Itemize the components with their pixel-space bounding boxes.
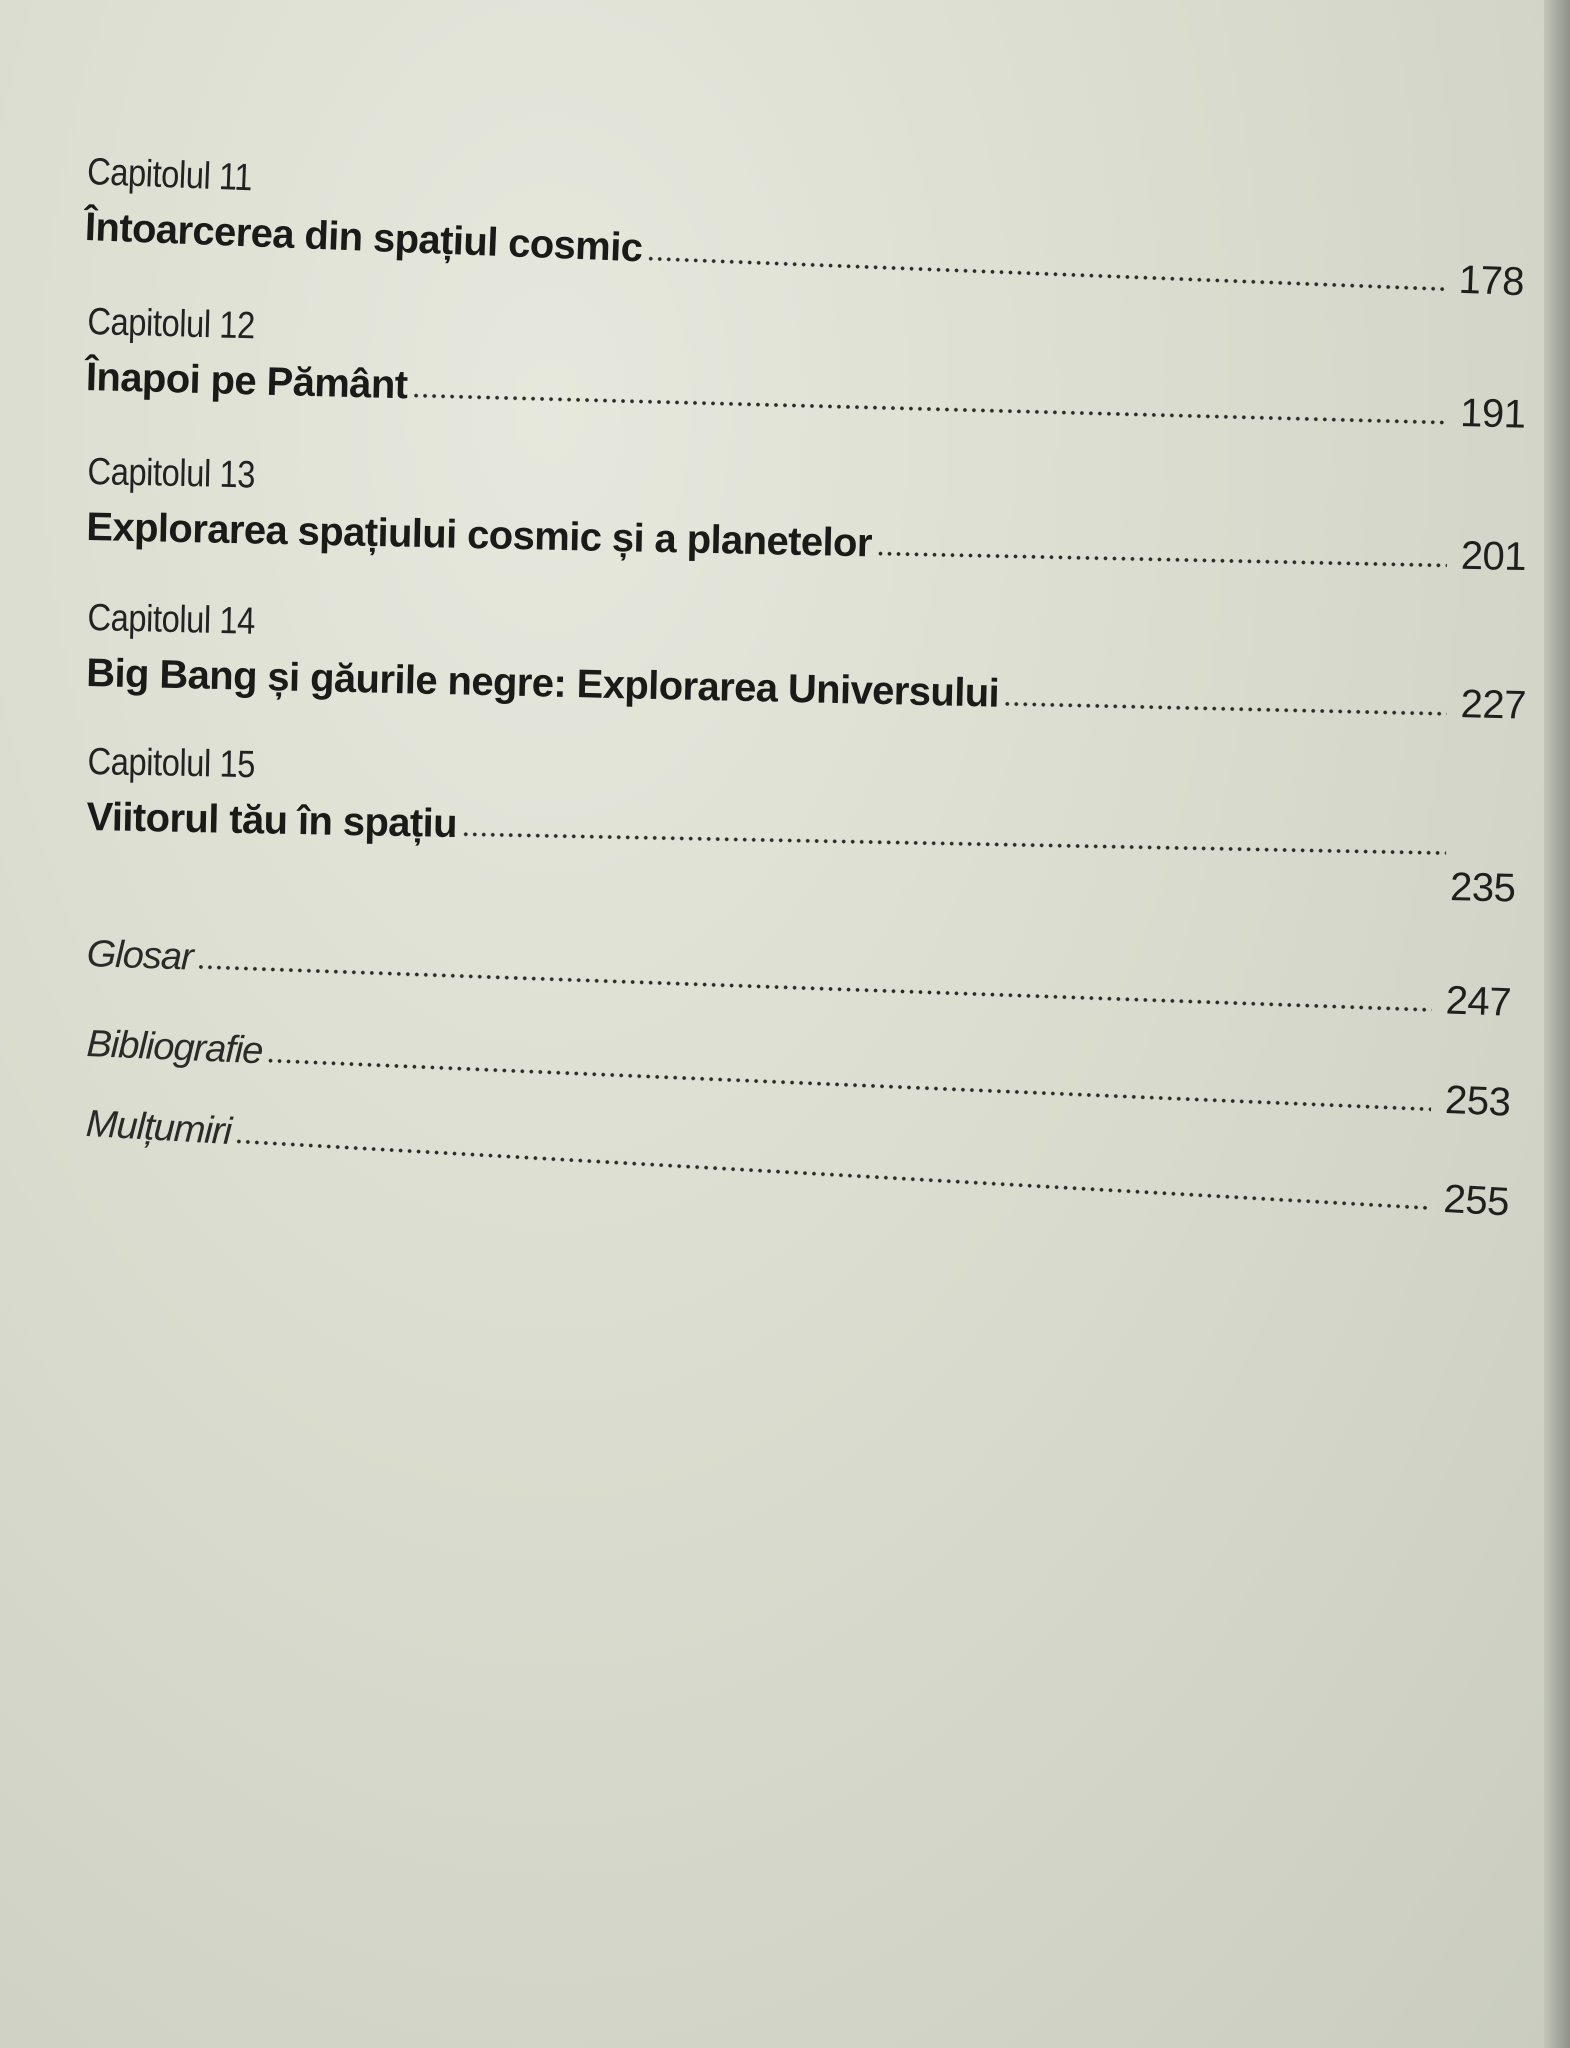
- page-number: 235: [1449, 865, 1516, 911]
- page-number: 255: [1442, 1176, 1511, 1225]
- chapter-number: Capitolul 15: [87, 740, 256, 787]
- chapter-title: Big Bang și găurile negre: Explorarea Universului: [85, 650, 1000, 716]
- toc-entry-glosar: [86, 920, 1527, 1026]
- page-number: 201: [1460, 533, 1527, 580]
- page-number: 227: [1460, 682, 1527, 728]
- toc-entry-chapter-13: [86, 450, 1528, 580]
- chapter-number: Capitolul 14: [87, 596, 256, 643]
- page-number: 253: [1444, 1077, 1512, 1125]
- chapter-title: Explorarea spațiului cosmic și a planetelor: [85, 504, 873, 566]
- toc-title-line: [85, 1100, 1510, 1225]
- page-number: 247: [1445, 978, 1512, 1025]
- dot-leader: [411, 392, 1446, 425]
- dot-leader: [266, 1058, 1431, 1113]
- page-edge-shadow: [1544, 0, 1570, 2048]
- extra-label: Glosar: [86, 932, 194, 979]
- chapter-title: Înapoi pe Pământ: [85, 354, 409, 408]
- toc-title-line: [86, 930, 1512, 1026]
- toc-entry-chapter-12: [85, 300, 1527, 438]
- chapter-title: Întoarcerea din spațiul cosmic: [84, 204, 644, 271]
- chapter-number: Capitolul 13: [87, 450, 256, 497]
- chapter-title: Viitorul tău în spațiu: [86, 794, 458, 847]
- dot-leader: [876, 551, 1447, 569]
- extra-label: Mulțumiri: [84, 1102, 233, 1154]
- dot-leader: [646, 256, 1445, 293]
- chapter-number: Capitolul 11: [86, 150, 253, 200]
- dot-leader: [234, 1138, 1429, 1211]
- toc-entry-chapter-15: [85, 740, 1527, 912]
- toc-entry-chapter-11: [84, 150, 1527, 305]
- dot-leader: [196, 964, 1431, 1013]
- page-number: 191: [1459, 390, 1527, 437]
- dot-leader: [1003, 701, 1447, 717]
- extra-label: Bibliografie: [85, 1022, 264, 1073]
- toc-entry-chapter-14: [86, 596, 1528, 729]
- chapter-number: Capitolul 12: [86, 300, 256, 348]
- page-number: 178: [1457, 257, 1525, 305]
